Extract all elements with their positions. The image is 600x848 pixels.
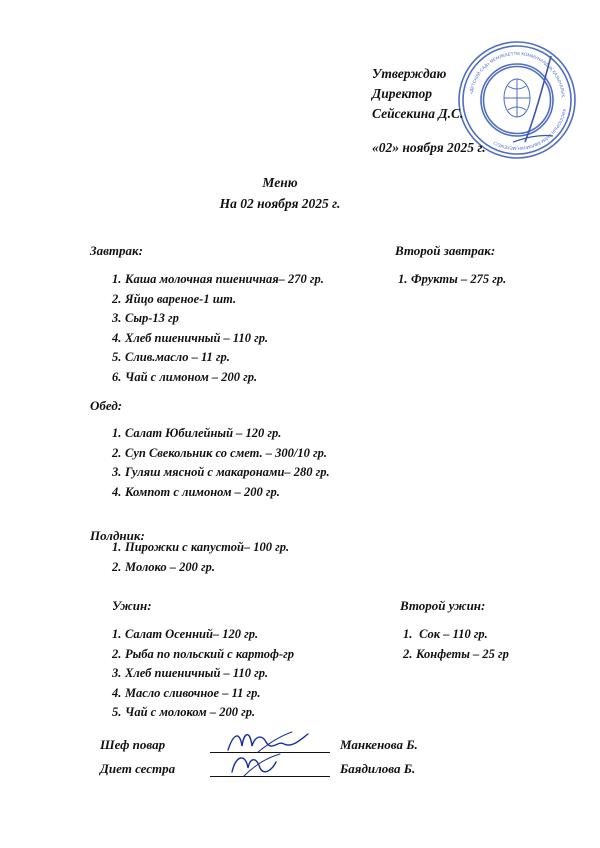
item-text: Пирожки с капустой– 100 гр. [125,540,290,554]
item-text: Яйцо вареное-1 шт. [125,291,237,306]
item-list-second-dinner [403,625,509,664]
signature-row-dietitian [100,756,460,777]
signature-line [210,736,330,753]
item-text: Чай с лимоном – 200 гр. [125,369,258,384]
list-item: 2. Молоко – 200 гр. [112,559,216,574]
page-title [0,172,600,214]
approval-line-2: Директор [372,86,432,101]
section-heading-second-dinner: Второй ужин: [400,598,486,613]
signature-name: Баядилова Б. [340,761,416,776]
approval-block [372,64,582,158]
item-text: Масло сливочное – 11 гр. [125,685,261,700]
list-item: 1. Салат Юбилейный – 120 гр. [112,426,282,440]
list-item: 1. Пирожки с капустой– 100 гр. [112,540,290,554]
list-item: 4. Масло сливочное – 11 гр. [112,685,261,700]
list-item: 4. Компот с лимоном – 200 гр. [112,484,280,499]
item-text: Чай с молоком – 200 гр. [125,705,256,719]
list-item: 2. Яйцо вареное-1 шт. [112,291,237,306]
section-heading-snack: Полдник: [90,528,145,543]
list-item: 3. Хлеб пшеничный – 110 гр. [112,666,269,680]
item-list-breakfast [112,270,324,387]
section-heading-second-breakfast: Второй завтрак: [395,243,496,258]
item-text: Слив.масло – 11 гр. [125,350,230,364]
item-list-dinner [112,625,294,723]
signature-line [210,760,330,777]
list-item: 2. Суп Свекольник со смет. – 300/10 гр. [112,445,328,460]
item-text: Салат Юбилейный – 120 гр. [125,426,282,440]
menu-title-date: На 02 ноября 2025 г. [219,196,341,211]
item-list-snack [112,538,289,577]
item-text: Хлеб пшеничный – 110 гр. [125,666,269,680]
section-heading-lunch: Обед: [90,398,123,413]
approval-director-name: Сейсекина Д.С. [372,106,464,121]
item-text: Суп Свекольник со смет. – 300/10 гр. [125,445,328,460]
approval-date: «02» ноября 2025 г. [372,140,486,155]
item-text: Сок – 110 гр. [416,627,488,641]
list-item: 1. Салат Осенний– 120 гр. [112,627,259,641]
svg-text:КӘСІПОРЫН БІЛІМ БӨЛІМІНІҢ МЕКЕ: КӘСІПОРЫН БІЛІМ БӨЛІМІНІҢ МЕКЕМЕСІ [492,108,568,152]
list-item: 1. Сок – 110 гр. [403,627,488,641]
item-list-second-breakfast [398,270,506,290]
list-item: 5. Слив.масло – 11 гр. [112,350,230,364]
item-text: Салат Осенний– 120 гр. [125,627,259,641]
list-item: 4. Хлеб пшеничный – 110 гр. [112,330,269,345]
item-text: Компот с лимоном – 200 гр. [125,484,280,499]
item-list-lunch [112,424,330,502]
list-item: 6. Чай с лимоном – 200 гр. [112,369,258,384]
signature-role: Диет сестра [100,761,176,776]
item-text: Сыр-13 гр [125,311,179,325]
list-item: 2. Рыба по польский с картоф-гр [112,646,294,661]
item-text: Хлеб пшеничный – 110 гр. [125,330,269,345]
item-text: Каша молочная пшеничная– 270 гр. [125,272,324,286]
section-heading-dinner: Ужин: [112,598,152,613]
item-text: Молоко – 200 гр. [125,559,216,574]
menu-title-word: Меню [262,175,298,190]
handwritten-signature-icon [222,752,318,778]
signature-name: Манкенова Б. [340,737,418,752]
list-item: 3. Сыр-13 гр [112,311,179,325]
list-item: 5. Чай с молоком – 200 гр. [112,705,256,719]
item-text: Рыба по польский с картоф-гр [125,646,294,661]
item-text: Конфеты – 25 гр [416,646,509,661]
signature-row-chef [100,732,460,753]
handwritten-signature-icon [222,728,318,754]
list-item: 3. Гуляш мясной с макаронами– 280 гр. [112,465,330,479]
list-item: 1. Каша молочная пшеничная– 270 гр. [112,272,324,286]
svg-text:«ДЕТСКИЙ САД» МЕМЛЕКЕТТІК КОММ: «ДЕТСКИЙ САД» МЕМЛЕКЕТТІК КОММУНАЛДЫҚ ҚАЗЫНАЛЫҚ [468,50,566,98]
signature-block [100,732,460,780]
list-item: 2. Конфеты – 25 гр [403,646,509,661]
section-heading-breakfast: Завтрак: [90,243,143,258]
signature-role: Шеф повар [100,737,166,752]
list-item: 1. Фрукты – 275 гр. [398,272,507,286]
approval-line-1: Утверждаю [372,66,447,81]
item-text: Фрукты – 275 гр. [411,272,507,286]
item-text: Гуляш мясной с макаронами– 280 гр. [125,465,330,479]
